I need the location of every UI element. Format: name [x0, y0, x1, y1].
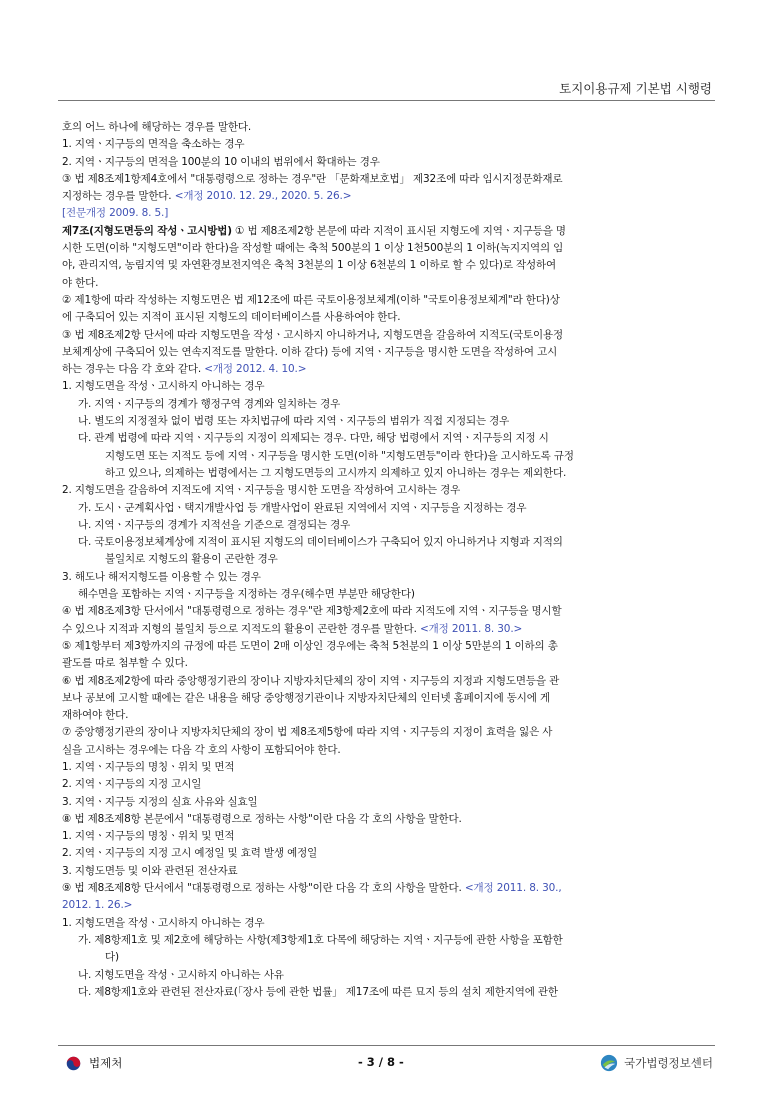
line-text: 에 구축되어 있는 지적이 표시된 지형도의 데이터베이스를 사용하여야 한다.	[62, 311, 401, 324]
text-line	[62, 655, 718, 672]
line-text: ④ 법 제8조제3항 단서에서 "대통령령으로 정하는 경우"란 제3항제2호에 따라 지적도에 지역ㆍ지구등을 명시할	[62, 605, 562, 618]
text-line	[62, 430, 718, 447]
text-line	[62, 257, 718, 274]
line-text: 나. 별도의 지정절차 없이 법령 또는 자치법규에 따라 지역ㆍ지구등의 범위가 직접 지정되는 경우	[78, 415, 510, 428]
text-line	[62, 690, 718, 707]
revision-note: <개정 2012. 4. 10.>	[201, 363, 307, 376]
text-line	[62, 482, 718, 499]
text-line	[62, 845, 718, 862]
text-line	[62, 603, 718, 620]
line-text: ⑧ 법 제8조제8항 본문에서 "대통령령으로 정하는 사항"이란 다음 각 호의 사항을 말한다.	[62, 812, 462, 825]
line-text: 가. 지역ㆍ지구등의 경계가 행정구역 경계와 일치하는 경우	[78, 397, 341, 410]
line-text: 지정하는 경우를 말한다.	[62, 190, 172, 203]
header-title: 토지이용규제 기본법 시행령	[559, 81, 712, 96]
text-line	[62, 223, 718, 240]
footer-right-label: 국가법령정보센터	[624, 1056, 713, 1070]
text-line	[62, 638, 718, 655]
text-line	[62, 794, 718, 811]
line-text: 보체계상에 구축되어 있는 연속지적도를 말한다. 이하 같다) 등에 지역ㆍ지구등을 명시한 도면을 작성하여 고시	[62, 345, 558, 358]
text-line	[62, 396, 718, 413]
text-line	[62, 863, 718, 880]
line-text: 2. 지형도면을 갈음하여 지적도에 지역ㆍ지구등을 명시한 도면을 작성하여 고시하는 경우	[62, 484, 461, 497]
text-line	[62, 275, 718, 292]
line-text: 3. 지형도면등 및 이와 관련된 전산자료	[62, 864, 238, 877]
text-line	[62, 551, 718, 568]
line-text: 1. 지형도면을 작성ㆍ고시하지 아니하는 경우	[62, 916, 265, 929]
footer-rule	[58, 1045, 715, 1046]
line-text: ② 제1항에 따라 작성하는 지형도면은 법 제12조에 따른 국토이용정보체계(이하 "국토이용정보체계"라 한다)상	[62, 293, 560, 306]
article-heading: 제7조(지형도면등의 작성ㆍ고시방법)	[62, 224, 232, 237]
text-line	[62, 413, 718, 430]
line-text: 야, 관리지역, 농림지역 및 자연환경보전지역은 축척 3천분의 1 이상 6천분의 1 이하로 할 수 있다)로 작성하여	[62, 259, 556, 272]
text-line	[62, 465, 718, 482]
line-text: 하고 있으나, 의제하는 법령에서는 그 지형도면등의 고시까지 의제하고 있지 아니하는 경우는 제외한다.	[105, 466, 567, 479]
page-number: - 3 / 8 -	[358, 1055, 404, 1069]
footer-right	[600, 1054, 713, 1072]
text-line	[62, 828, 718, 845]
line-text: 다. 제8항제1호와 관련된 전산자료(「장사 등에 관한 법률」 제17조에 따른 묘지 등의 설치 제한지역에 관한	[78, 985, 558, 998]
text-line	[62, 327, 718, 344]
line-text: 실을 고시하는 경우에는 다음 각 호의 사항이 포함되어야 한다.	[62, 743, 341, 756]
line-text: 괄도를 따로 첨부할 수 있다.	[62, 657, 188, 670]
revision-note: [전문개정 2009. 8. 5.]	[62, 207, 169, 220]
text-line	[62, 309, 718, 326]
law-center-logo-icon	[600, 1054, 618, 1072]
line-text: 하는 경우는 다음 각 호와 같다.	[62, 363, 202, 376]
line-text: 해수면을 포함하는 지역ㆍ지구등을 지정하는 경우(해수면 부분만 해당한다)	[78, 588, 415, 601]
text-line	[62, 673, 718, 690]
revision-note: 2012. 1. 26.>	[62, 899, 133, 912]
text-line	[62, 171, 718, 188]
text-line	[62, 136, 718, 153]
header-rule	[58, 100, 715, 101]
text-line	[62, 500, 718, 517]
text-line	[62, 240, 718, 257]
line-text: 지형도면 또는 지적도 등에 지역ㆍ지구등을 명시한 도면(이하 "지형도면등"이라 한다)을 고시하도록 규정	[105, 449, 574, 462]
line-text: 수 있으나 지적과 지형의 불일치 등으로 지적도의 활용이 곤란한 경우를 말한다.	[62, 622, 417, 635]
text-line	[62, 967, 718, 984]
line-text: 다)	[105, 951, 119, 964]
text-line	[62, 534, 718, 551]
text-line	[62, 759, 718, 776]
line-text: 3. 지역ㆍ지구등 지정의 실효 사유와 실효일	[62, 795, 258, 808]
text-line	[62, 621, 718, 638]
text-line	[62, 188, 718, 205]
text-line	[62, 811, 718, 828]
line-text: ③ 법 제8조제1항제4호에서 "대통령령으로 정하는 경우"란 「문화재보호법」 제32조에 따라 임시지정문화재로	[62, 172, 563, 185]
footer-left	[66, 1055, 122, 1071]
line-text: 가. 제8항제1호 및 제2호에 해당하는 사항(제3항제1호 다목에 해당하는 지역ㆍ지구등에 관한 사항을 포함한	[78, 933, 563, 946]
revision-note: <개정 2011. 8. 30.>	[416, 622, 523, 635]
line-text: 다. 관계 법령에 따라 지역ㆍ지구등의 지정이 의제되는 경우. 다만, 해당 법령에서 지역ㆍ지구등의 지정 시	[78, 432, 549, 445]
text-line	[62, 448, 718, 465]
line-text: ⑥ 법 제8조제2항에 따라 중앙행정기관의 장이나 지방자치단체의 장이 지역ㆍ지구등의 지정과 지형도면등을 관	[62, 674, 560, 687]
line-text: ⑦ 중앙행정기관의 장이나 지방자치단체의 장이 법 제8조제5항에 따라 지역ㆍ지구등의 지정이 효력을 잃은 사	[62, 726, 553, 739]
line-text: 1. 지역ㆍ지구등의 면적을 축소하는 경우	[62, 138, 245, 151]
line-text: ⑤ 제1항부터 제3항까지의 규정에 따른 도면이 2매 이상인 경우에는 축척 5천분의 1 이상 5만분의 1 이하의 총	[62, 639, 558, 652]
revision-note: <개정 2011. 8. 30.,	[461, 882, 562, 895]
line-text: 2. 지역ㆍ지구등의 지정 고시 예정일 및 효력 발생 예정일	[62, 847, 318, 860]
line-text: 1. 지역ㆍ지구등의 명칭ㆍ위치 및 면적	[62, 830, 235, 843]
line-text: 야 한다.	[62, 276, 99, 289]
line-text: 나. 지형도면을 작성ㆍ고시하지 아니하는 사유	[78, 968, 284, 981]
text-line	[62, 915, 718, 932]
line-text: 2. 지역ㆍ지구등의 지정 고시일	[62, 778, 202, 791]
line-text: 1. 지형도면을 작성ㆍ고시하지 아니하는 경우	[62, 380, 265, 393]
line-text: ① 법 제8조제2항 본문에 따라 지적이 표시된 지형도에 지역ㆍ지구등을 명	[231, 224, 566, 237]
footer-left-label: 법제처	[89, 1056, 123, 1070]
line-text: 가. 도시ㆍ군계획사업ㆍ택지개발사업 등 개발사업이 완료된 지역에서 지역ㆍ지구등을 지정하는 경우	[78, 501, 527, 514]
line-text: ③ 법 제8조제2항 단서에 따라 지형도면을 작성ㆍ고시하지 아니하거나, 지형도면을 갈음하여 지적도(국토이용정	[62, 328, 564, 341]
page-footer	[58, 1052, 715, 1076]
document-body	[62, 119, 718, 1001]
text-line	[62, 586, 718, 603]
text-line	[62, 897, 718, 914]
text-line	[62, 292, 718, 309]
text-line	[62, 742, 718, 759]
line-text: 불일치로 지형도의 활용이 곤란한 경우	[105, 553, 278, 566]
line-text: 다. 국토이용정보체계상에 지적이 표시된 지형도의 데이터베이스가 구축되어 있지 아니하거나 지형과 지적의	[78, 536, 563, 549]
line-text: 시한 도면(이하 "지형도면"이라 한다)을 작성할 때에는 축척 500분의 1 이상 1천500분의 1 이하(녹지지역의 임	[62, 242, 564, 255]
text-line	[62, 119, 718, 136]
text-line	[62, 517, 718, 534]
line-text: 재하여야 한다.	[62, 709, 129, 722]
line-text: 2. 지역ㆍ지구등의 면적을 100분의 10 이내의 범위에서 확대하는 경우	[62, 155, 380, 168]
text-line	[62, 932, 718, 949]
text-line	[62, 949, 718, 966]
line-text: 호의 어느 하나에 해당하는 경우를 말한다.	[62, 121, 252, 133]
text-line	[62, 569, 718, 586]
line-text: ⑨ 법 제8조제8항 단서에서 "대통령령으로 정하는 사항"이란 다음 각 호의 사항을 말한다.	[62, 882, 462, 895]
text-line	[62, 984, 718, 1001]
text-line	[62, 378, 718, 395]
revision-note: <개정 2010. 12. 29., 2020. 5. 26.>	[171, 190, 352, 203]
text-line	[62, 344, 718, 361]
line-text: 나. 지역ㆍ지구등의 경계가 지적선을 기준으로 결정되는 경우	[78, 518, 351, 531]
text-line	[62, 880, 718, 897]
line-text: 보나 공보에 고시할 때에는 같은 내용을 해당 중앙행정기관이나 지방자치단체의 인터넷 홈페이지에 동시에 게	[62, 691, 550, 704]
text-line	[62, 776, 718, 793]
text-line	[62, 205, 718, 222]
line-text: 1. 지역ㆍ지구등의 명칭ㆍ위치 및 면적	[62, 760, 235, 773]
text-line	[62, 707, 718, 724]
text-line	[62, 361, 718, 378]
text-line	[62, 724, 718, 741]
taegeuk-logo-icon	[66, 1056, 81, 1071]
line-text: 3. 해도나 해저지형도를 이용할 수 있는 경우	[62, 570, 261, 583]
text-line	[62, 154, 718, 171]
